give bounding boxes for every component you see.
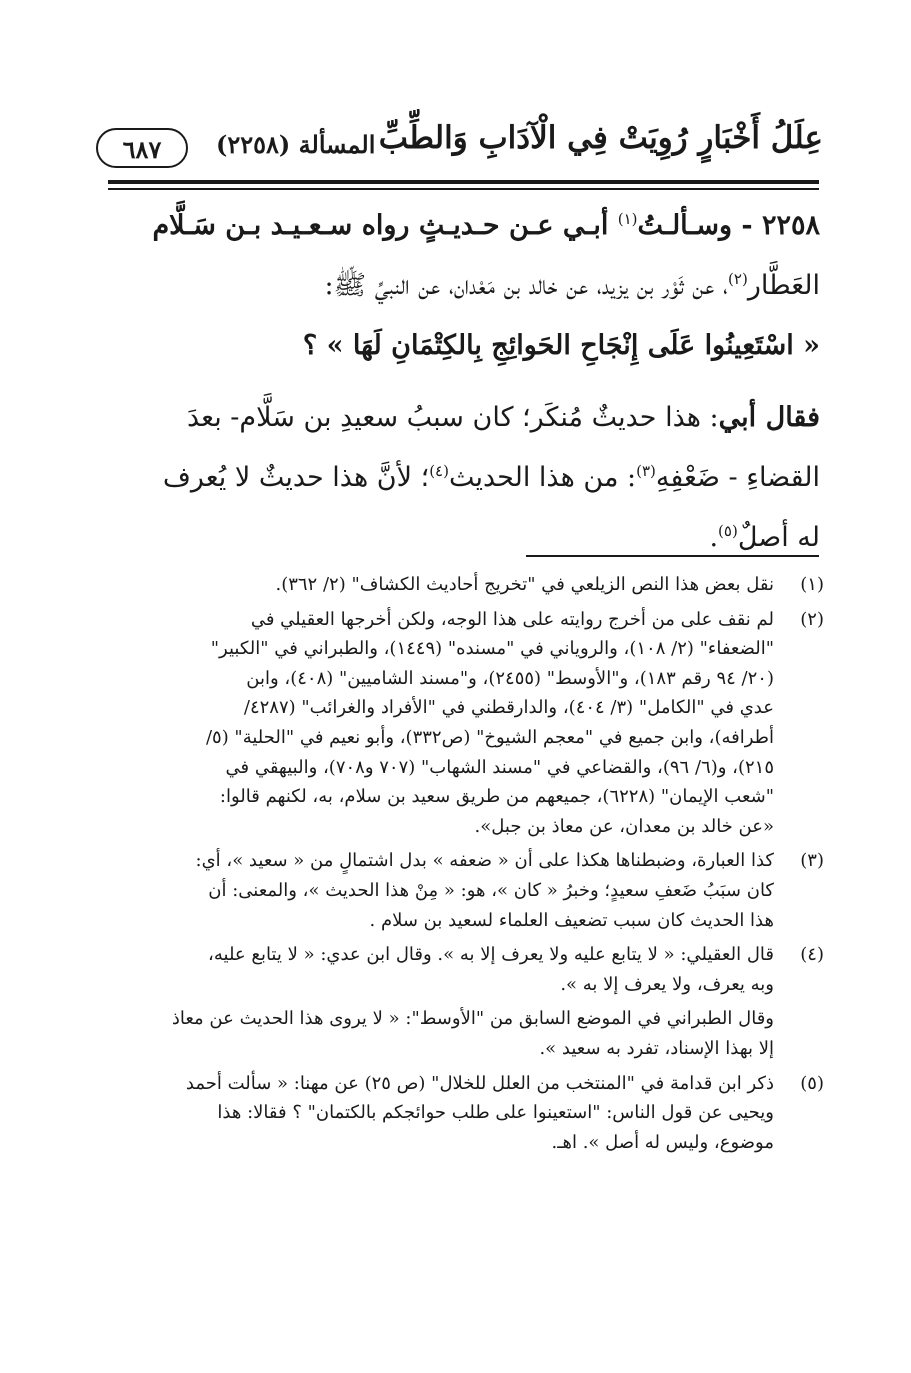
footnote-line: قال العقيلي: « لا يتابع عليه ولا يعرف إلا به ». وقال ابن عدي: « لا يتابع عليه، xyxy=(208,944,774,966)
footnote-number: (٢) xyxy=(800,608,824,630)
hadith-text: « اسْتَعِينُوا عَلَى إِنْجَاحِ الحَوائِجِ بِالكِتْمَانِ لَهَا » ؟ xyxy=(302,330,820,361)
footnote-number: (٤) xyxy=(800,944,824,966)
footnote xyxy=(112,1069,824,1158)
answer-text-3: : من هذا الحديث xyxy=(448,462,637,493)
footnote-line: موضوع، وليس له أصل ». اهـ. xyxy=(551,1131,774,1153)
footnote xyxy=(112,846,824,935)
answer-paragraph xyxy=(112,388,820,568)
footnote-line: "الضعفاء" (٢/ ١٠٨)، والروياني في "مسنده" (١٤٤٩)، والطبراني في "الكبير" xyxy=(210,638,774,660)
footnote-line: "شعب الإيمان" (٦٢٢٨)، جميعهم من طريق سعيد بن سلام، به، لكنهم قالوا: xyxy=(219,786,774,808)
page-number-badge: ٦٨٧ xyxy=(96,128,188,168)
answer-text-1: : هذا حديثٌ مُنكَر؛ كان سببُ سعيدِ بن سَلَّام- بعدَ xyxy=(187,402,719,433)
footnote xyxy=(112,605,824,842)
footnote-ref-2[interactable]: (٢) xyxy=(728,270,748,288)
question-opening: ٢٢٥٨ - وسـألـتُ xyxy=(637,210,820,241)
main-text xyxy=(112,196,820,568)
footnote-line: ذكر ابن قدامة في "المنتخب من العلل للخلال" (ص ٢٥) عن مهنا: « سألت أحمد xyxy=(185,1072,774,1094)
footnote-ref-3[interactable]: (٣) xyxy=(636,462,656,480)
question-text-1: أبـي عـن حـديـثٍ رواه سـعـيـد بـن سَـلَّام xyxy=(152,210,618,241)
footnote-line: عدي في "الكامل" (٣/ ٤٠٤)، والدارقطني في "الأفراد والغرائب" (٤٢٨٧/ xyxy=(243,697,774,719)
footnote-line: كذا العبارة، وضبطناها هكذا على أن « ضعفه » بدل اشتمالٍ من « سعيد »، أي: xyxy=(195,850,774,872)
footnote-number: (٣) xyxy=(800,850,824,872)
footnote-number: (١) xyxy=(800,574,824,595)
isnad-text: ، عن ثَوْر بن يزيد، عن خالد بن مَعْدان، عن النبيِّ ﷺ: xyxy=(324,270,729,301)
footnote-line: أطرافه)، وابن جميع في "معجم الشيوخ" (ص٣٣٢)، وأبو نعيم في "الحلية" (٥/ xyxy=(205,726,774,748)
footnote-line: ويحيى عن قول الناس: "استعينوا على طلب حوائجكم بالكتمان" ؟ فقالا: هذا xyxy=(217,1102,774,1124)
header-rule-thick xyxy=(108,180,819,184)
footnote xyxy=(112,570,824,600)
footnote-line: وبه يعرف، ولا يعرف إلا به ». xyxy=(560,973,774,995)
footnote-ref-4[interactable]: (٤) xyxy=(429,462,449,480)
footnote-ref-1[interactable]: (١) xyxy=(617,210,638,228)
question-paragraph xyxy=(112,196,820,376)
answer-text-2: القضاءِ - ضَعْفِهِ xyxy=(655,462,820,493)
footnote-line: لم نقف على من أخرج روايته على هذا الوجه، ولكن أخرجها العقيلي في xyxy=(250,608,774,630)
issue-label: المسألة (٢٢٥٨) xyxy=(216,130,376,159)
answer-speaker: فقال أبي xyxy=(718,402,820,433)
book-title: عِلَلُ أَخْبَارٍ رُوِيَتْ فِي الْآدَابِ وَالطِّبِّ xyxy=(378,120,823,156)
footnote-separator xyxy=(526,555,819,557)
footnote xyxy=(112,940,824,999)
footnote-line: كان سبَبُ ضَعفِ سعيدٍ؛ وخبرُ « كان »، هو: « مِنْ هذا الحديث »، والمعنى: أن xyxy=(208,879,774,901)
answer-text-4: ؛ لأنَّ هذا حديثٌ لا يُعرف xyxy=(162,462,430,493)
footnote-number: (٥) xyxy=(800,1072,824,1094)
header-rule-thin xyxy=(108,188,819,190)
footnote-line: إلا بهذا الإسناد، تفرد به سعيد ». xyxy=(539,1037,774,1059)
footnote-line: (٢٠/ ٩٤ رقم ١٨٣)، و"الأوسط" (٢٤٥٥)، و"مسند الشاميين" (٤٠٨)، وابن xyxy=(246,667,774,689)
footnotes-section xyxy=(112,570,824,1162)
footnote-line: ٢١٥)، و(٦/ ٩٦)، والقضاعي في "مسند الشهاب" (٧٠٧ و٧٠٨)، والبيهقي في xyxy=(225,756,774,778)
narrator-name: العَطَّار xyxy=(747,270,820,301)
footnote-ref-5[interactable]: (٥) xyxy=(718,522,738,540)
footnote-line: هذا الحديث كان سبب تضعيف العلماء لسعيد بن سلام . xyxy=(369,909,774,931)
answer-end: . xyxy=(709,522,719,553)
footnote-line: وقال الطبراني في الموضع السابق من "الأوسط": « لا يروى هذا الحديث عن معاذ xyxy=(171,1008,774,1030)
footnote xyxy=(112,1004,824,1063)
running-header xyxy=(96,118,823,180)
footnote-line: «عن خالد بن معدان، عن معاذ بن جبل». xyxy=(474,815,774,837)
footnote-line: نقل بعض هذا النص الزيلعي في "تخريج أحاديث الكشاف" (٢/ ٣٦٢). xyxy=(275,574,774,595)
answer-text-5: له أصلٌ xyxy=(737,522,820,553)
